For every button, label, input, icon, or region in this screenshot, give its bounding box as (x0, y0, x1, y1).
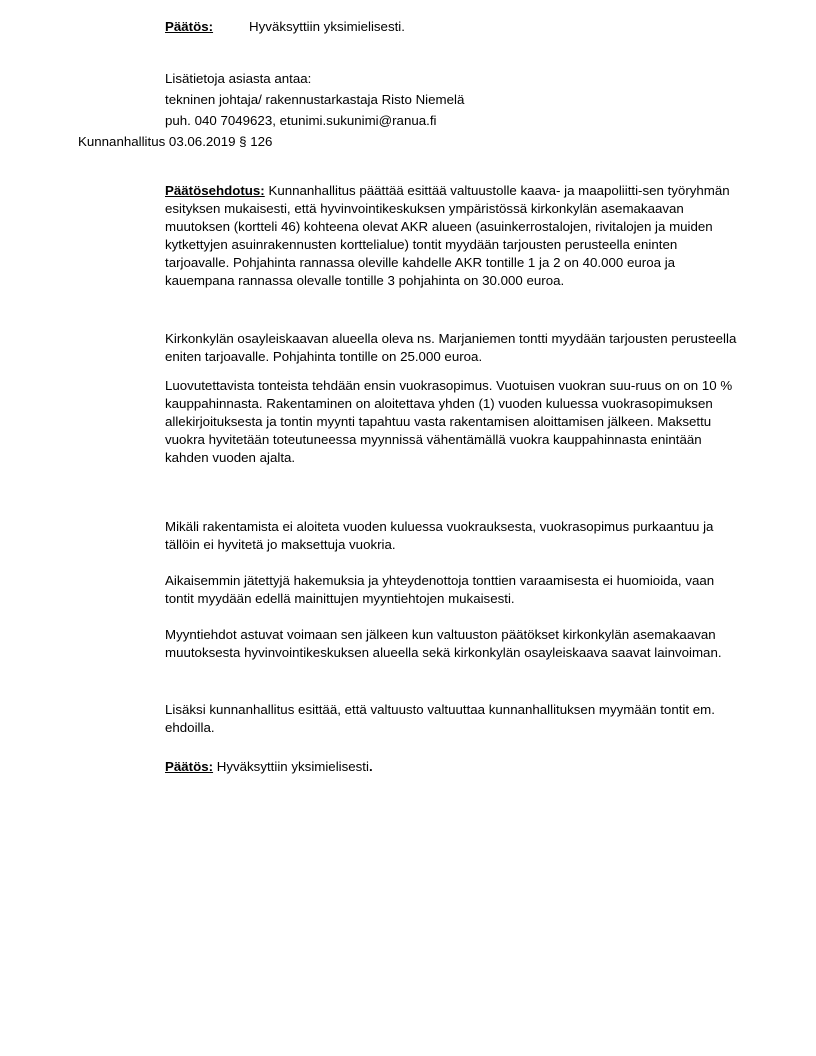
proposal-text: Kunnanhallitus päättää esittää valtuustolle kaava- ja maapoliitti-sen työryhmän esityksen mukaisesti, että hyvinvointikeskuksen ympäristössä kirkonkylän asemakaavan muutoksen (kortteli 46) kohteena olevat AKR alueen (asuinkerrostalojen, rivitalojen ja muiden kytkettyjen asuinrakennusten korttelialue) tontit myydään tarjousten perusteella eninten tarjoavalle. Pohjahinta rannassa oleville kahdelle AKR tontille 1 ja 2 on 40.000 euroa ja kauempana rannassa olevalle tontille 3 pohjahinta on 30.000 euroa. (165, 183, 730, 288)
paragraph-3: Mikäli rakentamista ei aloiteta vuoden kuluessa vuokrauksesta, vuokrasopimus purkaantuu ja tällöin ei hyvitetä jo maksettuja vuokria. (165, 519, 714, 552)
decision-bottom-row (165, 758, 745, 776)
meeting-reference: Kunnanhallitus 03.06.2019 § 126 (78, 134, 273, 149)
paragraph-5: Myyntiehdot astuvat voimaan sen jälkeen kun valtuuston päätökset kirkonkylän asemakaavan muutoksesta hyvinvointikeskuksen alueella sekä kirkonkylän osayleiskaava saavat lainvoiman. (165, 627, 722, 660)
contact-line-1: Lisätietoja asiasta antaa: (165, 71, 312, 86)
decision-top-text: Hyväksyttiin yksimielisesti. (249, 19, 405, 34)
paragraph-1: Kirkonkylän osayleiskaavan alueella oleva ns. Marjaniemen tontti myydään tarjousten perusteella eniten tarjoavalle. Pohjahinta tontille on 25.000 euroa. (165, 331, 737, 364)
paragraph-4: Aikaisemmin jätettyjä hakemuksia ja yhteydenottoja tonttien varaamisesta ei huomioida, vaan tontit myydään edellä mainittujen myyntiehtojen mukaisesti. (165, 573, 715, 606)
decision-bottom-period: . (368, 759, 373, 774)
paragraph-2: Luovutettavista tonteista tehdään ensin vuokrasopimus. Vuotuisen vuokran suu-ruus on on 10 % kauppahinnasta. Rakentaminen on aloitettava yhden (1) vuoden kuluessa vuokrasopimuksen allekirjoituksesta ja tontin myynti tapahtuu vasta rakentamisen aloittamisen jälkeen. Maksettu vuokra hyvitetään toteutuneessa myynnissä vähentämällä vuokra kauppahinnasta enintään kahden vuoden ajalta. (165, 378, 733, 465)
contact-line-3: puh. 040 7049623, etunimi.sukunimi@ranua.fi (165, 113, 437, 128)
decision-top-label: Päätös: (165, 19, 214, 34)
paragraph-6: Lisäksi kunnanhallitus esittää, että valtuusto valtuuttaa kunnanhallituksen myymään tontit em. ehdoilla. (165, 702, 715, 735)
contact-line-2: tekninen johtaja/ rakennustarkastaja Risto Niemelä (165, 92, 465, 107)
proposal-label: Päätösehdotus: (165, 183, 265, 198)
decision-top-row (165, 18, 745, 36)
proposal-paragraph (165, 182, 745, 290)
decision-bottom-label: Päätös: (165, 759, 214, 774)
decision-bottom-text: Hyväksyttiin yksimielisesti (213, 759, 369, 774)
